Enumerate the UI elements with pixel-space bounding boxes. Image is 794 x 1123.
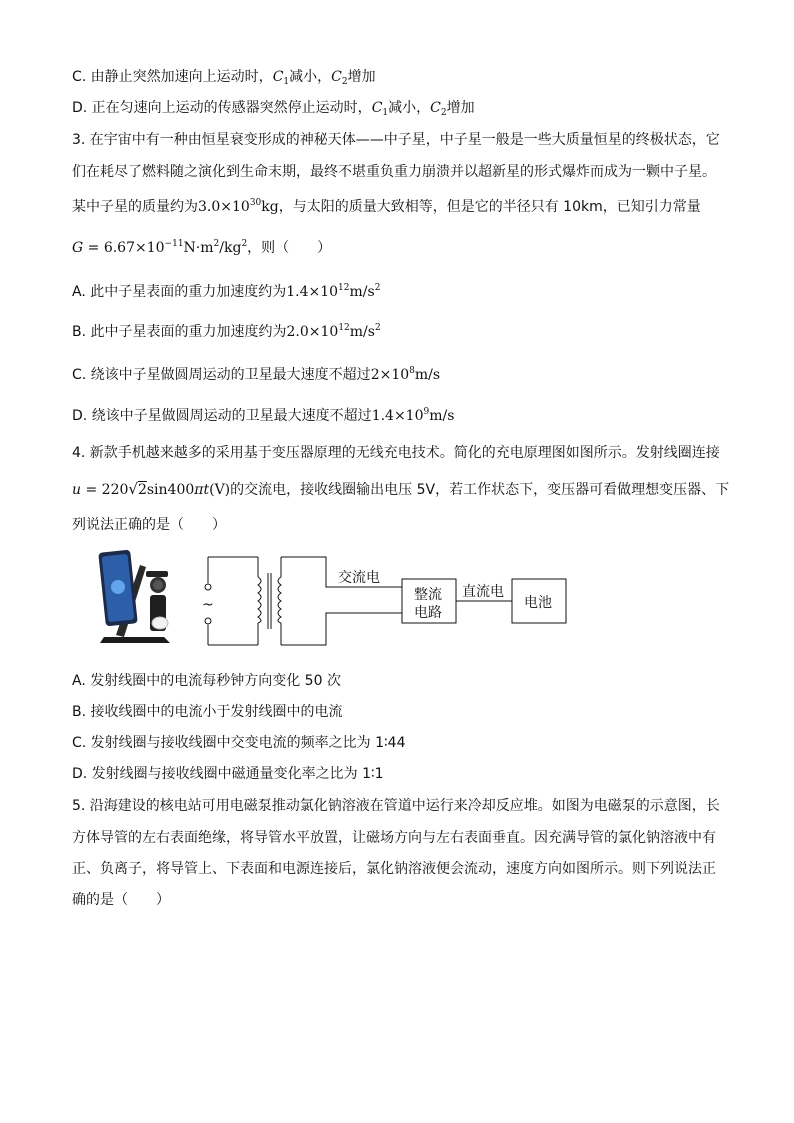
q4-stem-line3: 列说法正确的是（ ） bbox=[72, 517, 226, 533]
q3-option-b: B. 此中子星表面的重力加速度约为$2.0\times 10^{12}m/s^2$ bbox=[72, 323, 381, 340]
rectifier-label-1: 整流 bbox=[414, 587, 442, 603]
c2-symbol: $C_2$ bbox=[331, 69, 348, 87]
q4-option-c: C. 发射线圈与接收线圈中交变电流的频率之比为 1∶44 bbox=[72, 735, 406, 751]
q4-option-d: D. 发射线圈与接收线圈中磁通量变化率之比为 1∶1 bbox=[72, 766, 384, 782]
q3-option-a: A. 此中子星表面的重力加速度约为$1.4\times 10^{12}m/s^2$ bbox=[72, 283, 381, 300]
q3-option-c: C. 绕该中子星做圆周运动的卫星最大速度不超过$2\times 10^8m/s$ bbox=[72, 366, 441, 383]
neutron-star-mass: $3.0\times 10^{30}kg$ bbox=[198, 198, 279, 215]
wireless-charger-photo bbox=[86, 545, 188, 645]
q2-option-c-text: C. 由静止突然加速向上运动时， bbox=[72, 69, 273, 85]
q4-stem-line2: u = 220√2sin400πt(V)的交流电，接收线圈输出电压 5V，若工作状态下，变压器可看做理想变压器、下 bbox=[72, 480, 730, 498]
ac-source-symbol: ~ bbox=[202, 597, 214, 613]
battery-label: 电池 bbox=[524, 595, 552, 611]
q4-option-b: B. 接收线圈中的电流小于发射线圈中的电流 bbox=[72, 704, 343, 720]
q3-stem-line1: 3. 在宇宙中有一种由恒星衰变形成的神秘天体——中子星，中子星一般是一些大质量恒星的终极状态，它 bbox=[72, 132, 720, 148]
rectifier-label-2: 电路 bbox=[414, 605, 442, 621]
source-terminal-top bbox=[205, 584, 211, 590]
q3-gravity-constant: $G = 6.67\times 10^{-11}N\cdot m^2/kg^2$，则（ ） bbox=[72, 239, 332, 256]
source-terminal-bottom bbox=[205, 618, 211, 624]
q5-stem-line4: 确的是（ ） bbox=[72, 892, 170, 908]
q3-stem-line3: 某中子星的质量约为$3.0\times 10^{30}kg$，与太阳的质量大致相等，但是它的半径只有 10km，已知引力常量 bbox=[72, 198, 701, 215]
q5-stem-line2: 方体导管的左右表面绝缘，将导管水平放置，让磁场方向与左右表面垂直。因充满导管的氯化钠溶液中有 bbox=[72, 830, 716, 846]
q4-option-a: A. 发射线圈中的电流每秒钟方向变化 50 次 bbox=[72, 673, 341, 689]
dc-label: 直流电 bbox=[462, 584, 504, 600]
q3-stem-line2: 们在耗尽了燃料随之演化到生命末期，最终不堪重负重力崩溃并以超新星的形式爆炸而成为一颗中子星。 bbox=[72, 164, 716, 180]
c1-symbol: $C_1$ bbox=[272, 69, 290, 87]
q5-stem-line1: 5. 沿海建设的核电站可用电磁泵推动氯化钠溶液在管道中运行来冷却反应堆。如图为电磁泵的示意图，长 bbox=[72, 798, 720, 814]
ac-label: 交流电 bbox=[338, 570, 380, 586]
q2-option-c: C. 由静止突然加速向上运动时，$C_1$减小，$C_2$增加 bbox=[72, 69, 376, 87]
q5-stem-line3: 正、负离子，将导管上、下表面和电源连接后，氯化钠溶液便会流动，速度方向如图所示。则下列说法正 bbox=[72, 861, 716, 877]
q2-option-d: D. 正在匀速向上运动的传感器突然停止运动时，$C_1$减小，$C_2$增加 bbox=[72, 100, 475, 118]
q2-option-d-text: D. 正在匀速向上运动的传感器突然停止运动时， bbox=[72, 100, 372, 116]
voltage-expression: u = 220√2sin400πt(V) bbox=[72, 480, 231, 498]
q3-option-d: D. 绕该中子星做圆周运动的卫星最大速度不超过$1.4\times 10^9m/s$ bbox=[72, 407, 455, 424]
charging-circuit-diagram bbox=[196, 549, 572, 649]
q4-stem-line1: 4. 新款手机越来越多的采用基于变压器原理的无线充电技术。简化的充电原理图如图所示。发射线圈连接 bbox=[72, 445, 720, 461]
